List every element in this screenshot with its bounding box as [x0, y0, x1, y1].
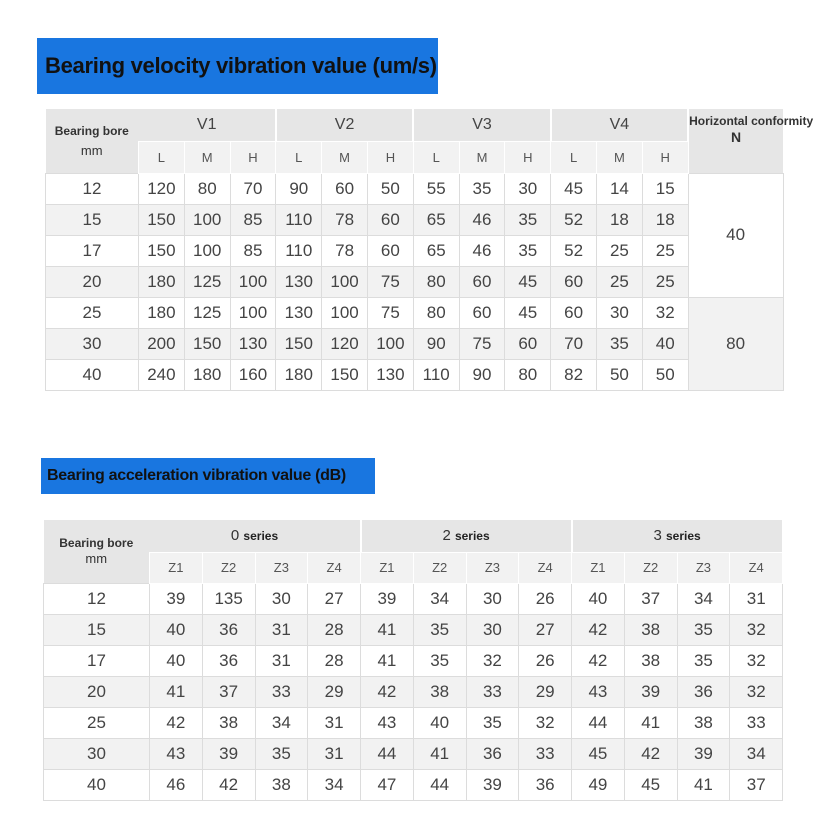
value-cell: 120 — [139, 173, 185, 204]
value-cell: 130 — [276, 297, 322, 328]
value-cell: 29 — [519, 676, 572, 707]
value-cell: 32 — [642, 297, 688, 328]
series-header — [572, 520, 783, 552]
value-cell: 42 — [572, 645, 625, 676]
value-cell: 82 — [551, 359, 597, 390]
value-cell: 150 — [139, 204, 185, 235]
sub-header: Z4 — [519, 552, 572, 583]
value-cell: 34 — [677, 583, 730, 614]
value-cell: 39 — [677, 738, 730, 769]
series-header — [150, 520, 361, 552]
series-number: 2 — [442, 527, 451, 545]
value-cell: 130 — [367, 359, 413, 390]
bore-cell: 20 — [46, 266, 139, 297]
value-cell: 50 — [597, 359, 643, 390]
value-cell: 33 — [255, 676, 308, 707]
value-cell: 35 — [255, 738, 308, 769]
value-cell: 31 — [255, 614, 308, 645]
value-cell: 44 — [361, 738, 414, 769]
value-cell: 240 — [139, 359, 185, 390]
value-cell: 45 — [505, 297, 551, 328]
value-cell: 46 — [459, 235, 505, 266]
value-cell: 110 — [413, 359, 459, 390]
table-row — [46, 235, 784, 266]
table-row — [46, 204, 784, 235]
series-number: 3 — [653, 527, 662, 545]
value-cell: 45 — [505, 266, 551, 297]
value-cell: 45 — [624, 769, 677, 800]
value-cell: 43 — [361, 707, 414, 738]
value-cell: 27 — [519, 614, 572, 645]
value-cell: 28 — [308, 645, 361, 676]
value-cell: 60 — [367, 235, 413, 266]
value-cell: 38 — [677, 707, 730, 738]
group-header: V2 — [276, 109, 413, 141]
value-cell: 130 — [230, 328, 276, 359]
value-cell: 32 — [466, 645, 519, 676]
value-cell: 37 — [730, 769, 783, 800]
value-cell: 60 — [551, 266, 597, 297]
value-cell: 35 — [505, 235, 551, 266]
value-cell: 28 — [308, 614, 361, 645]
value-cell: 32 — [730, 676, 783, 707]
value-cell: 30 — [597, 297, 643, 328]
value-cell: 30 — [466, 614, 519, 645]
value-cell: 40 — [572, 583, 625, 614]
bore-cell: 12 — [44, 583, 150, 614]
value-cell: 38 — [413, 676, 466, 707]
value-cell: 40 — [413, 707, 466, 738]
value-cell: 65 — [413, 235, 459, 266]
value-cell: 42 — [202, 769, 255, 800]
bore-header — [44, 520, 150, 583]
value-cell: 45 — [551, 173, 597, 204]
value-cell: 37 — [624, 583, 677, 614]
value-cell: 60 — [505, 328, 551, 359]
value-cell: 40 — [150, 645, 203, 676]
value-cell: 42 — [572, 614, 625, 645]
sub-header: M — [459, 141, 505, 173]
value-cell: 41 — [361, 614, 414, 645]
value-cell: 80 — [184, 173, 230, 204]
value-cell: 39 — [202, 738, 255, 769]
bore-cell: 40 — [46, 359, 139, 390]
value-cell: 34 — [730, 738, 783, 769]
value-cell: 78 — [322, 204, 368, 235]
value-cell: 36 — [466, 738, 519, 769]
bore-cell: 25 — [46, 297, 139, 328]
table-row — [46, 266, 784, 297]
velocity-table — [45, 109, 814, 391]
value-cell: 25 — [642, 235, 688, 266]
value-cell: 40 — [150, 614, 203, 645]
value-cell: 42 — [150, 707, 203, 738]
value-cell: 120 — [322, 328, 368, 359]
value-cell: 70 — [230, 173, 276, 204]
value-cell: 25 — [642, 266, 688, 297]
value-cell: 41 — [677, 769, 730, 800]
table-row — [44, 769, 783, 800]
value-cell: 30 — [255, 583, 308, 614]
table-row — [44, 614, 783, 645]
value-cell: 41 — [624, 707, 677, 738]
bore-cell: 25 — [44, 707, 150, 738]
sub-header: Z2 — [202, 552, 255, 583]
value-cell: 35 — [677, 614, 730, 645]
value-cell: 52 — [551, 204, 597, 235]
value-cell: 33 — [519, 738, 572, 769]
value-cell: 150 — [184, 328, 230, 359]
sub-header: Z2 — [413, 552, 466, 583]
value-cell: 27 — [308, 583, 361, 614]
value-cell: 160 — [230, 359, 276, 390]
value-cell: 180 — [139, 297, 185, 328]
value-cell: 14 — [597, 173, 643, 204]
sub-header: L — [551, 141, 597, 173]
bore-cell: 12 — [46, 173, 139, 204]
value-cell: 60 — [367, 204, 413, 235]
value-cell: 30 — [505, 173, 551, 204]
hc-header-unit: N — [731, 129, 742, 145]
value-cell: 37 — [202, 676, 255, 707]
value-cell: 150 — [139, 235, 185, 266]
value-cell: 43 — [150, 738, 203, 769]
value-cell: 130 — [276, 266, 322, 297]
value-cell: 30 — [466, 583, 519, 614]
value-cell: 35 — [466, 707, 519, 738]
value-cell: 52 — [551, 235, 597, 266]
value-cell: 55 — [413, 173, 459, 204]
value-cell: 85 — [230, 204, 276, 235]
value-cell: 60 — [551, 297, 597, 328]
value-cell: 32 — [730, 645, 783, 676]
value-cell: 35 — [505, 204, 551, 235]
series-header — [361, 520, 572, 552]
sub-header: M — [184, 141, 230, 173]
value-cell: 50 — [642, 359, 688, 390]
group-header: V3 — [413, 109, 550, 141]
acceleration-table — [43, 520, 784, 801]
sub-header: L — [276, 141, 322, 173]
bore-cell: 17 — [46, 235, 139, 266]
value-cell: 46 — [459, 204, 505, 235]
series-number: 0 — [230, 527, 240, 545]
value-cell: 125 — [184, 297, 230, 328]
value-cell: 49 — [572, 769, 625, 800]
bore-cell: 15 — [44, 614, 150, 645]
sub-header: H — [642, 141, 688, 173]
table-row — [46, 359, 784, 390]
sub-header: Z1 — [572, 552, 625, 583]
value-cell: 135 — [202, 583, 255, 614]
sub-header: Z3 — [255, 552, 308, 583]
value-cell: 125 — [184, 266, 230, 297]
horizontal-conformity-header — [688, 109, 814, 173]
hc-header-label: Horizontal conformity — [689, 114, 814, 128]
value-cell: 100 — [322, 297, 368, 328]
value-cell: 85 — [230, 235, 276, 266]
value-cell: 45 — [572, 738, 625, 769]
value-cell: 35 — [413, 645, 466, 676]
value-cell: 50 — [367, 173, 413, 204]
value-cell: 75 — [367, 266, 413, 297]
value-cell: 180 — [276, 359, 322, 390]
value-cell: 44 — [413, 769, 466, 800]
value-cell: 26 — [519, 645, 572, 676]
bore-header — [46, 109, 139, 173]
acceleration-title: Bearing acceleration vibration value (dB) — [41, 458, 375, 494]
table-row — [44, 676, 783, 707]
bore-cell: 30 — [46, 328, 139, 359]
sub-header: M — [322, 141, 368, 173]
sub-header: Z4 — [730, 552, 783, 583]
value-cell: 25 — [597, 266, 643, 297]
sub-header: H — [505, 141, 551, 173]
value-cell: 150 — [276, 328, 322, 359]
table-row — [44, 645, 783, 676]
bore-cell: 30 — [44, 738, 150, 769]
value-cell: 44 — [572, 707, 625, 738]
sub-header: L — [413, 141, 459, 173]
value-cell: 200 — [139, 328, 185, 359]
table-row — [44, 738, 783, 769]
value-cell: 41 — [361, 645, 414, 676]
series-label: series — [665, 529, 701, 544]
sub-header: Z3 — [466, 552, 519, 583]
value-cell: 35 — [413, 614, 466, 645]
value-cell: 43 — [572, 676, 625, 707]
table-row — [44, 707, 783, 738]
value-cell: 34 — [308, 769, 361, 800]
sub-header: H — [367, 141, 413, 173]
bore-cell: 40 — [44, 769, 150, 800]
value-cell: 100 — [230, 266, 276, 297]
bore-header-label: Bearing bore — [54, 123, 129, 138]
value-cell: 38 — [255, 769, 308, 800]
value-cell: 80 — [413, 297, 459, 328]
velocity-title: Bearing velocity vibration value (um/s) — [37, 38, 438, 94]
bore-cell: 20 — [44, 676, 150, 707]
table-row — [46, 297, 784, 328]
value-cell: 33 — [466, 676, 519, 707]
value-cell: 42 — [624, 738, 677, 769]
value-cell: 180 — [184, 359, 230, 390]
value-cell: 46 — [150, 769, 203, 800]
table-row — [46, 328, 784, 359]
value-cell: 18 — [597, 204, 643, 235]
value-cell: 42 — [361, 676, 414, 707]
value-cell: 41 — [413, 738, 466, 769]
sub-header: L — [139, 141, 185, 173]
value-cell: 100 — [367, 328, 413, 359]
series-label: series — [243, 529, 279, 544]
value-cell: 47 — [361, 769, 414, 800]
table-row — [46, 173, 784, 204]
value-cell: 75 — [459, 328, 505, 359]
value-cell: 150 — [322, 359, 368, 390]
horizontal-conformity-cell: 80 — [688, 297, 783, 390]
value-cell: 100 — [230, 297, 276, 328]
value-cell: 38 — [202, 707, 255, 738]
group-header: V1 — [139, 109, 276, 141]
value-cell: 65 — [413, 204, 459, 235]
value-cell: 34 — [255, 707, 308, 738]
value-cell: 60 — [322, 173, 368, 204]
table-row — [44, 583, 783, 614]
value-cell: 40 — [642, 328, 688, 359]
bore-header-unit: mm — [85, 551, 108, 567]
value-cell: 31 — [255, 645, 308, 676]
value-cell: 38 — [624, 645, 677, 676]
sub-header: Z2 — [624, 552, 677, 583]
value-cell: 100 — [184, 204, 230, 235]
value-cell: 90 — [459, 359, 505, 390]
value-cell: 39 — [150, 583, 203, 614]
value-cell: 60 — [459, 297, 505, 328]
value-cell: 35 — [459, 173, 505, 204]
value-cell: 36 — [677, 676, 730, 707]
sub-header: Z1 — [150, 552, 203, 583]
value-cell: 60 — [459, 266, 505, 297]
value-cell: 110 — [276, 235, 322, 266]
value-cell: 31 — [730, 583, 783, 614]
series-label: series — [454, 529, 490, 544]
sub-header: H — [230, 141, 276, 173]
value-cell: 110 — [276, 204, 322, 235]
value-cell: 180 — [139, 266, 185, 297]
value-cell: 31 — [308, 738, 361, 769]
value-cell: 35 — [677, 645, 730, 676]
value-cell: 15 — [642, 173, 688, 204]
horizontal-conformity-cell: 40 — [688, 173, 783, 297]
value-cell: 78 — [322, 235, 368, 266]
value-cell: 34 — [413, 583, 466, 614]
sub-header: M — [597, 141, 643, 173]
sub-header: Z4 — [308, 552, 361, 583]
value-cell: 41 — [150, 676, 203, 707]
bore-cell: 15 — [46, 204, 139, 235]
value-cell: 31 — [308, 707, 361, 738]
value-cell: 90 — [276, 173, 322, 204]
bore-header-label: Bearing bore — [59, 536, 134, 551]
value-cell: 70 — [551, 328, 597, 359]
value-cell: 38 — [624, 614, 677, 645]
sub-header: Z3 — [677, 552, 730, 583]
value-cell: 80 — [505, 359, 551, 390]
value-cell: 39 — [361, 583, 414, 614]
value-cell: 32 — [730, 614, 783, 645]
value-cell: 36 — [202, 614, 255, 645]
value-cell: 32 — [519, 707, 572, 738]
group-header: V4 — [551, 109, 688, 141]
value-cell: 39 — [466, 769, 519, 800]
value-cell: 100 — [184, 235, 230, 266]
bore-header-unit: mm — [80, 142, 103, 158]
value-cell: 33 — [730, 707, 783, 738]
value-cell: 36 — [519, 769, 572, 800]
value-cell: 36 — [202, 645, 255, 676]
value-cell: 80 — [413, 266, 459, 297]
value-cell: 100 — [322, 266, 368, 297]
bore-cell: 17 — [44, 645, 150, 676]
value-cell: 39 — [624, 676, 677, 707]
sub-header: Z1 — [361, 552, 414, 583]
value-cell: 26 — [519, 583, 572, 614]
value-cell: 18 — [642, 204, 688, 235]
value-cell: 29 — [308, 676, 361, 707]
value-cell: 90 — [413, 328, 459, 359]
value-cell: 35 — [597, 328, 643, 359]
value-cell: 25 — [597, 235, 643, 266]
value-cell: 75 — [367, 297, 413, 328]
